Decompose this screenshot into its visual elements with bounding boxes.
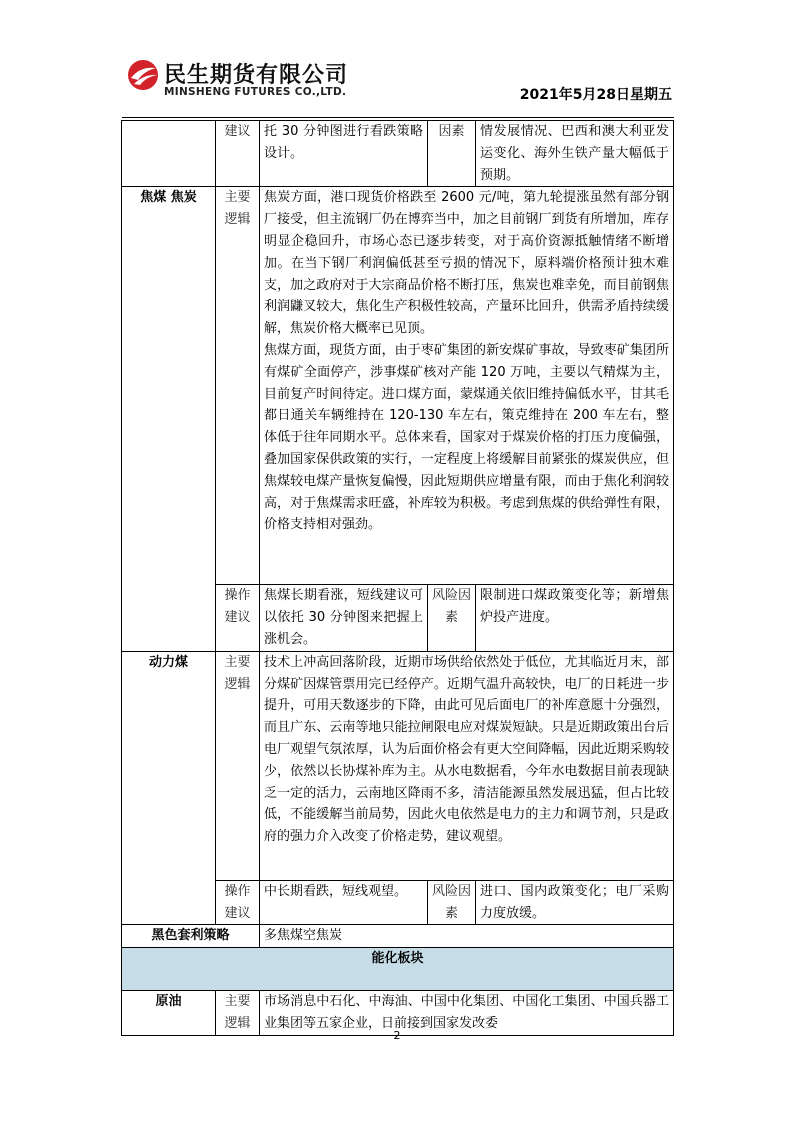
header-rule	[122, 117, 674, 118]
operation-text: 中长期看跌，短线观望。	[260, 880, 428, 925]
logic-label: 主要逻辑	[216, 651, 260, 880]
risk-text: 限制进口煤政策变化等；新增焦炉投产进度。	[476, 585, 674, 651]
operation-label: 操作建议	[216, 585, 260, 651]
risk-label: 因素	[428, 121, 476, 187]
logic-label: 主要逻辑	[216, 991, 260, 1036]
minsheng-logo-icon	[126, 58, 160, 92]
risk-text: 情发展情况、巴西和澳大利亚发运变化、海外生铁产量大幅低于预期。	[476, 121, 674, 187]
coke-logic	[260, 187, 674, 585]
section-thermal-coal: 动力煤	[122, 651, 216, 925]
table-row	[122, 121, 674, 187]
table-row	[122, 948, 674, 991]
operation-label: 操作建议	[216, 880, 260, 925]
logic-label: 主要逻辑	[216, 187, 260, 585]
section-cell	[122, 121, 216, 187]
row-label: 建议	[216, 121, 260, 187]
page-number: 2	[393, 1029, 401, 1042]
company-name-en: MINSHENG FUTURES CO.,LTD.	[164, 86, 347, 98]
coke-logic-paragraph: 焦炭方面，港口现货价格跌至 2600 元/吨，第九轮提涨虽然有部分钢厂接受，但主流钢厂仍在博弈当中，加之目前钢厂到货有所增加，库存明显企稳回升，市场心态已逐步转变，对于高价资源抵触情绪不断增加。在当下钢厂利润偏低甚至亏损的情况下，原料端价格预计独木难支，加之政府对于大宗商品价格不断打压，焦炭也难幸免，而目前钢焦利润鼸叉较大，焦化生产积极性较高，产量环比回升，供需矛盾持续缓解，焦炭价格大概率已见顶。	[264, 190, 669, 337]
coking-coal-logic-paragraph: 焦煤方面，现货方面，由于枣矿集团的新安煤矿事故，导致枣矿集团所有煤矿全面停产，涉事煤矿核对产能 120 万吨，主要以气精煤为主，目前复产时间待定。进口煤方面，蒙煤通关依旧维持偏低水平，甘其毛都日通关车辆维持在 120-130 车左右，策克维持在 200 车左右，整体低于往年同期水平。总体来看，国家对于煤炭价格的打压力度偏强，叠加国家保供政策的实行，一定程度上将缓解目前紧张的煤炭供应，但焦煤较电煤产量恢复偏慢，因此短期供应增量有限，而由于焦化利润较高，对于焦煤需求旺盛，补库较为积极。考虑到焦煤的供给弹性有限，价格支持相对强劲。	[264, 342, 669, 533]
risk-label: 风险因素	[428, 880, 476, 925]
thermal-logic: 技术上冲高回落阶段，近期市场供给依然处于低位，尤其临近月末，部分煤矿因煤管票用完已经停产。近期气温升高较快，电厂的日耗进一步提升，可用天数逐步的下降，由此可见后面电厂的补库意愿十分强烈，而且广东、云南等地只能拉闸限电应对煤炭短缺。只是近期政策出台后电厂观望气氛浓厚，认为后面价格会有更大空间降幅，因此近期采购较少，依然以长协煤补库为主。从水电数据看，今年水电数据目前表现缺乏一定的活力，云南地区降雨不多，清洁能源虽然发展迅猛，但占比较低，不能缓解当前局势，因此火电依然是电力的主力和调节剂，只是政府的强力介入改变了价格走势，建议观望。	[260, 651, 674, 880]
section-band-title: 能化板块	[122, 948, 674, 991]
arbitrage-text: 多焦煤空焦炭	[260, 925, 674, 948]
report-date: 2021年5月28日星期五	[519, 87, 672, 103]
risk-label: 风险因素	[428, 585, 476, 651]
strategy-table	[121, 120, 674, 1036]
risk-text: 进口、国内政策变化；电厂采购力度放缓。	[476, 880, 674, 925]
operation-text: 托 30 分钟图进行看跌策略设计。	[260, 121, 428, 187]
operation-text: 焦煤长期看涨，短线建议可以依托 30 分钟图来把握上涨机会。	[260, 585, 428, 651]
company-name-cn: 民生期货有限公司	[164, 63, 349, 88]
section-coke: 焦煤 焦炭	[122, 187, 216, 651]
table-row	[122, 925, 674, 948]
arbitrage-label: 黑色套利策略	[122, 925, 260, 948]
section-crude-oil: 原油	[122, 991, 216, 1036]
crude-logic: 市场消息中石化、中海油、中国中化集团、中国化工集团、中国兵器工业集团等五家企业，日前接到国家发改委	[260, 991, 674, 1036]
page-header	[0, 0, 794, 122]
table-row	[122, 187, 674, 585]
table-row	[122, 651, 674, 880]
